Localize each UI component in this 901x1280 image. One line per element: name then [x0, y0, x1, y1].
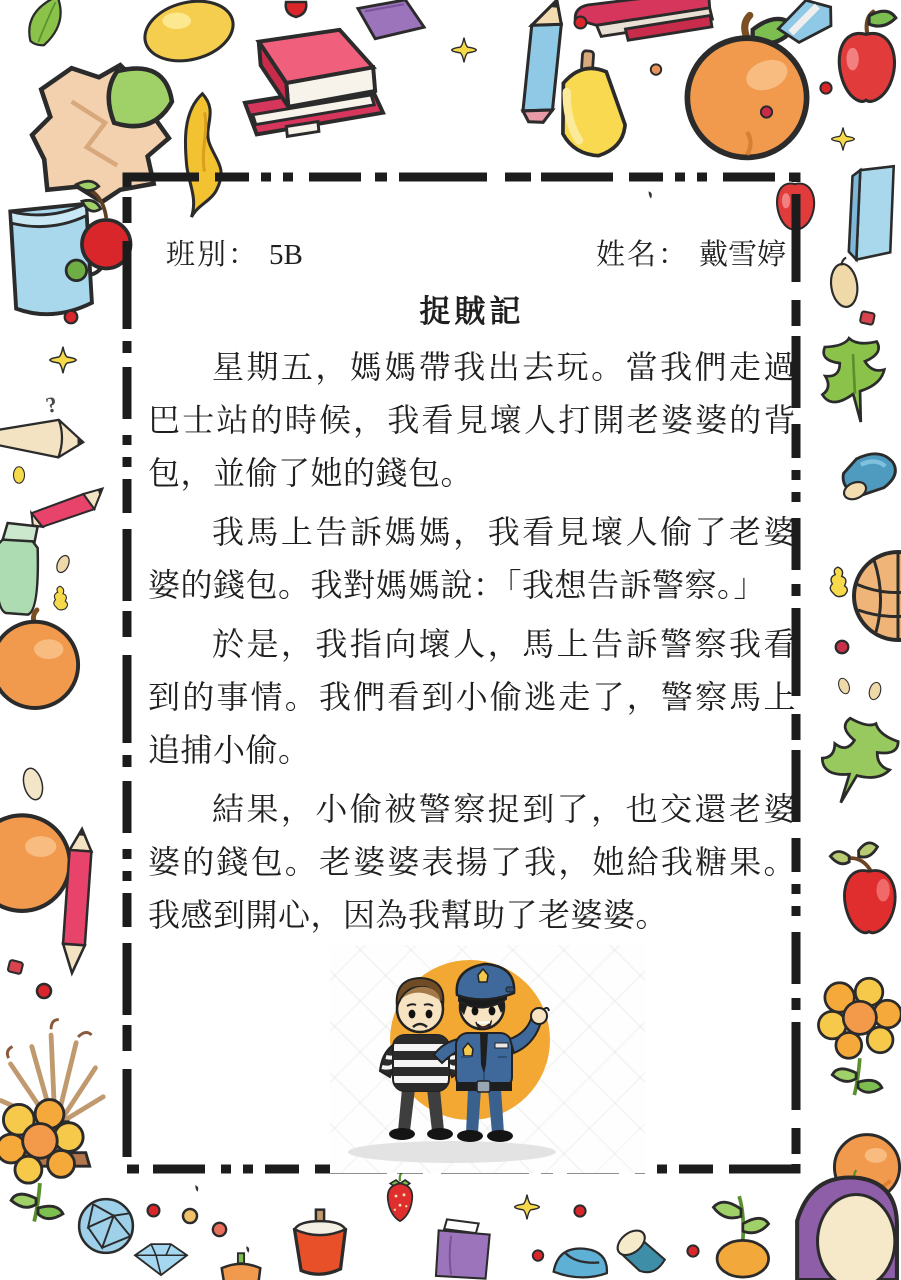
student-name-label: 姓名：: [595, 239, 689, 271]
dot-icon: [818, 80, 834, 96]
purple-bag-icon: [428, 1218, 510, 1280]
seed-icon: [829, 672, 858, 699]
seed-icon: [860, 677, 891, 705]
police-thief-drawing: [330, 945, 645, 1173]
student-name-field: [596, 234, 786, 276]
police-thief-illustration: [330, 945, 645, 1173]
purple-book-icon: [355, 0, 427, 44]
essay-paragraph: 星期五，媽媽帶我出去玩。當我們走過巴士站的時候，我看見壞人打開老婆婆的背包，並偷了她的錢包。: [148, 349, 796, 491]
dot-icon: [6, 958, 26, 978]
sparkle-star-icon: [48, 344, 78, 376]
purple-bowl-icon: [788, 1168, 901, 1280]
dot-icon: [180, 1206, 200, 1226]
sprout-icon: [695, 1186, 787, 1280]
essay-title: 捉賊記: [419, 294, 525, 329]
dot-icon: [34, 980, 54, 1002]
dot-icon: [145, 1202, 162, 1219]
teal-cup-icon: [613, 1212, 683, 1280]
orange-flower-icon: [812, 972, 901, 1104]
rattan-ball-icon: [848, 540, 901, 652]
header-row: [148, 234, 796, 276]
orange-icon: [0, 602, 84, 714]
class-label: 班別：: [166, 239, 260, 271]
blue-diamond-icon: [130, 1238, 192, 1280]
essay-paragraph: 於是，我指向壞人，馬上告訴警察我看到的事情。我們看到小偷逃走了，警察馬上追捕小偷。: [148, 626, 796, 768]
class-value: 5B: [269, 239, 303, 271]
yellow-pepper-icon: [530, 39, 645, 174]
red-apple-icon: [836, 838, 901, 948]
dot-icon: [858, 310, 878, 328]
speck-icon: [192, 1182, 203, 1195]
dot-icon: [833, 638, 851, 656]
dot-icon: [572, 1203, 588, 1219]
blue-bottle-icon: [832, 434, 901, 530]
maple-leaf-icon: [802, 330, 901, 432]
question-mark-icon: ?: [43, 391, 60, 418]
dot-icon: [62, 308, 80, 326]
mini-strawberry-icon: [278, 0, 314, 20]
blue-gem-icon: [74, 1194, 138, 1258]
red-apple-icon: [830, 0, 901, 116]
sparkle-star-icon: [450, 36, 478, 64]
dot-icon: [572, 14, 589, 31]
leaf-icon: [7, 0, 90, 64]
orange-pepper-icon: [212, 1252, 270, 1280]
blue-cap-icon: [543, 1238, 619, 1280]
student-name-value: 戴雪婷: [698, 239, 786, 271]
seed-icon: [48, 549, 78, 580]
sparkle-star-icon: [513, 1192, 541, 1222]
sparkle-star-icon: [830, 126, 856, 152]
red-cup-icon: [280, 1208, 360, 1280]
essay-paragraph: 我馬上告訴媽媽，我看見壞人偷了老婆婆的錢包。我對媽媽說：「我想告訴警察。」: [148, 514, 796, 603]
dot-icon: [209, 1220, 230, 1239]
essay-content: [148, 234, 796, 948]
essay-paragraph: 結果，小偷被警察捉到了，也交還老婆婆的錢包。老婆婆表揚了我，她給我糖果。我感到開心，因為我幫助了老婆婆。: [148, 791, 796, 933]
cream-pencil-icon: [0, 407, 94, 472]
leaf-icon: [795, 698, 901, 830]
dot-icon: [757, 104, 776, 120]
class-field: [166, 234, 303, 276]
essay-body: [148, 341, 796, 942]
dot-icon: [647, 62, 665, 77]
